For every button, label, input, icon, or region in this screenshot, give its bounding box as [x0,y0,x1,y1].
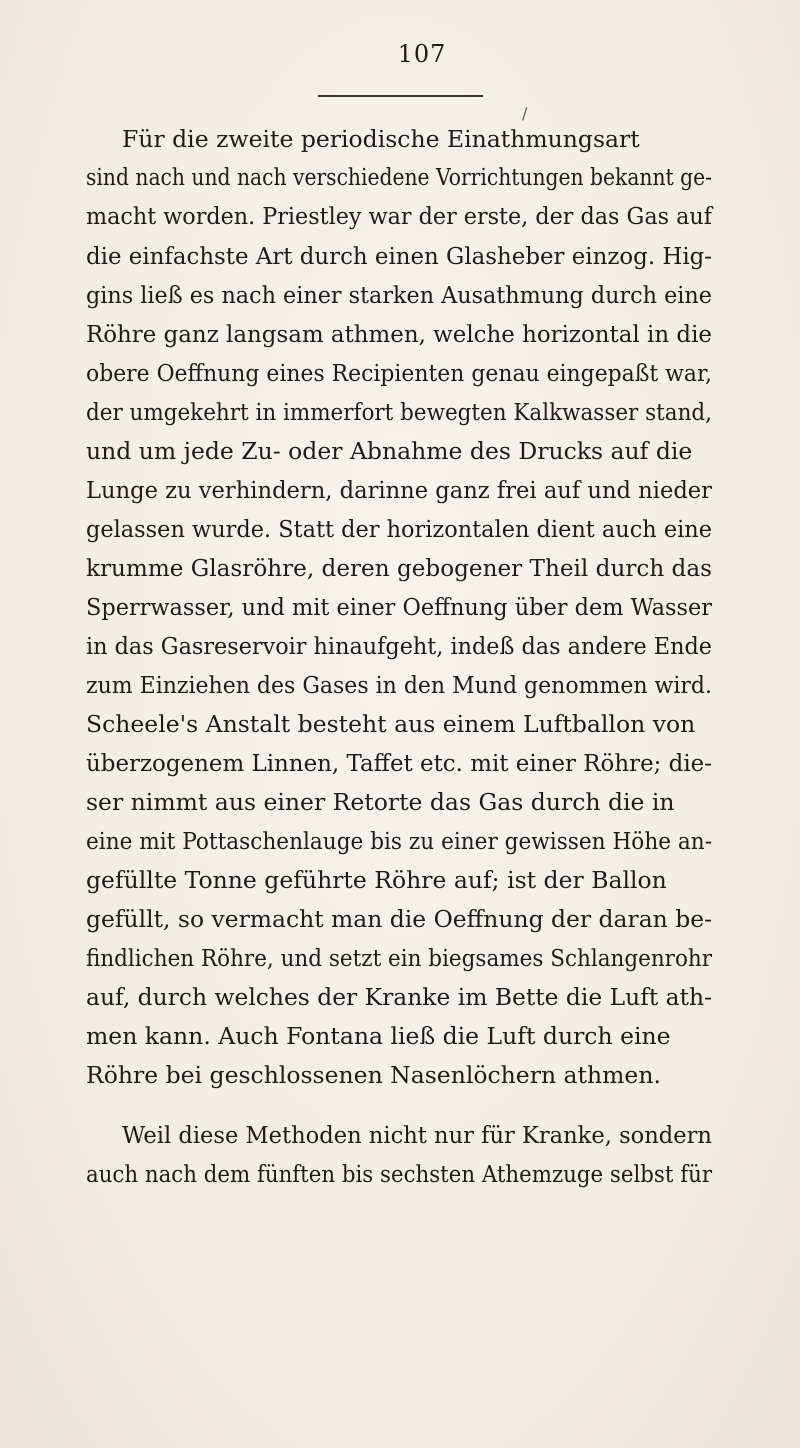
page-number: 107 [397,40,447,68]
text-line: obere Oeffnung eines Recipienten genau eingepaßt war, [86,359,712,387]
text-line: gefüllt, so vermacht man die Oeffnung der daran be- [86,905,712,933]
text-line: in das Gasreservoir hinaufgeht, indeß das andere Ende [86,632,712,660]
text-line: gins ließ es nach einer starken Ausathmung durch eine [86,281,712,309]
text-line: überzogenem Linnen, Taffet etc. mit einer Röhre; die- [86,749,713,777]
text-line: Weil diese Methoden nicht nur für Kranke, sondern [122,1121,712,1149]
text-line: gefüllte Tonne geführte Röhre auf; ist der Ballon [86,866,667,894]
printer-mark: ∕ [522,104,528,123]
text-line: zum Einziehen des Gases in den Mund genommen wird. [86,671,712,699]
text-line: findlichen Röhre, und setzt ein biegsames Schlangenrohr [86,944,713,972]
text-line: auf, durch welches der Kranke im Bette die Luft ath- [86,983,712,1011]
text-line: Röhre bei geschlossenen Nasenlöchern athmen. [86,1061,661,1089]
text-line: krumme Glasröhre, deren gebogener Theil durch das [86,554,712,582]
text-line: und um jede Zu- oder Abnahme des Drucks auf die [86,437,693,465]
text-line: sind nach und nach verschiedene Vorrichtungen bekannt ge- [86,163,712,191]
text-line: macht worden. Priestley war der erste, der das Gas auf [86,202,713,230]
text-line: Röhre ganz langsam athmen, welche horizontal in die [86,320,712,348]
text-line: die einfachste Art durch einen Glasheber einzog. Hig- [86,242,713,270]
text-line: der umgekehrt in immerfort bewegten Kalkwasser stand, [86,398,712,426]
text-line: gelassen wurde. Statt der horizontalen dient auch eine [86,515,713,543]
text-line: eine mit Pottaschenlauge bis zu einer gewissen Höhe an- [86,827,713,855]
text-line: ser nimmt aus einer Retorte das Gas durch die in [86,788,675,816]
text-line: auch nach dem fünften bis sechsten Athemzuge selbst für [86,1160,713,1188]
text-line: men kann. Auch Fontana ließ die Luft durch eine [86,1022,671,1050]
header-rule [318,95,483,97]
text-line: Scheele's Anstalt besteht aus einem Luftballon von [86,710,696,738]
text-line: Lunge zu verhindern, darinne ganz frei auf und nieder [86,476,712,504]
text-line: Sperrwasser, und mit einer Oeffnung über dem Wasser [86,593,712,621]
text-line: Für die zweite periodische Einathmungsart [122,125,640,153]
